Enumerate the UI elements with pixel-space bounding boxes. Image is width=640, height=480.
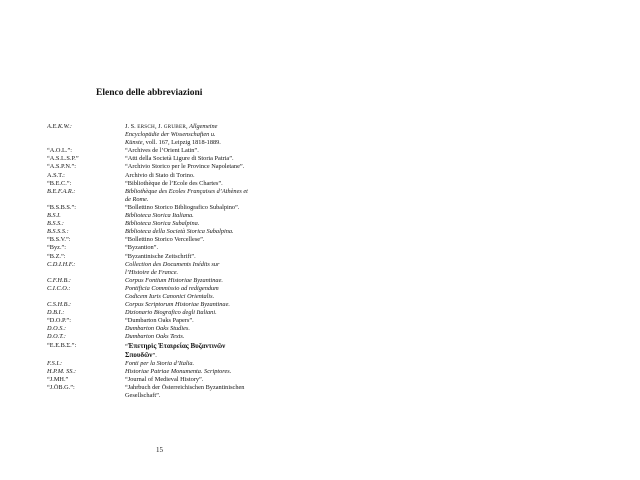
- abbreviation-entry: [47, 180, 487, 188]
- abbreviation-entry: [47, 188, 487, 204]
- abbreviation-expansion: [125, 342, 285, 360]
- abbreviation-entry: [47, 253, 487, 261]
- page-title: Elenco delle abbreviazioni: [96, 88, 203, 98]
- abbreviation-term: D.O.T.:: [47, 333, 66, 341]
- abbreviation-entry: [47, 317, 487, 325]
- abbreviation-expansion: [125, 309, 285, 317]
- expansion-text: ERSCH: [137, 124, 155, 130]
- abbreviation-expansion: [125, 220, 285, 228]
- expansion-text: , J.: [154, 123, 164, 130]
- abbreviation-expansion: [125, 368, 285, 376]
- expansion-text: Historiae Patriae Monumenta. Scriptores.: [125, 367, 232, 375]
- abbreviation-entry: [47, 368, 487, 376]
- abbreviation-term: “B.S.V.”:: [47, 236, 71, 244]
- expansion-text: “Bollettino Storico Bibliografico Subalpino”.: [125, 203, 240, 211]
- expansion-text: “Dumbarton Oaks Papers”.: [125, 317, 194, 325]
- abbreviation-entry: [47, 325, 487, 333]
- abbreviation-entry: [47, 204, 487, 212]
- abbreviation-entry: [47, 360, 487, 368]
- abbreviation-entry: [47, 277, 487, 285]
- abbreviation-entry: [47, 309, 487, 317]
- abbreviation-term: D.B.I.:: [47, 309, 65, 317]
- abbreviation-term: D.O.S.:: [47, 325, 67, 333]
- abbreviation-term: “B.Z.”:: [47, 252, 66, 260]
- expansion-text: “Byzantinische Zeitschrift”.: [125, 252, 196, 260]
- abbreviation-expansion: [125, 333, 285, 341]
- abbreviation-term: C.S.H.B.:: [47, 301, 72, 309]
- abbreviation-entry: [47, 163, 487, 171]
- expansion-text: Pontificia Commissio ad redigendum: [125, 284, 219, 292]
- abbreviation-entry: [47, 342, 487, 360]
- expansion-text: Collection des Documents Inédits sur: [125, 260, 220, 268]
- abbreviation-expansion: [125, 228, 285, 236]
- expansion-text: Ἐπετηρὶς Ἑταιρείας Βυζαντινῶν: [127, 341, 226, 350]
- abbreviation-expansion: [125, 253, 285, 261]
- abbreviation-term: B.S.I.: [47, 212, 61, 220]
- abbreviation-expansion: [125, 285, 285, 301]
- abbreviation-entry: [47, 123, 487, 147]
- abbreviation-entry: [47, 147, 487, 155]
- abbreviation-expansion: [125, 301, 285, 309]
- abbreviation-term: “A.S.P.N.”:: [47, 163, 77, 171]
- expansion-text: “Bollettino Storico Vercellese”.: [125, 236, 205, 244]
- abbreviation-term: “A.O.L.”:: [47, 147, 73, 155]
- abbreviation-term: “D.O.P.”:: [47, 317, 71, 325]
- expansion-text: de Rome.: [125, 195, 149, 203]
- expansion-text: GRUBER: [163, 124, 186, 130]
- expansion-text: Archivio di Stato di Torino.: [125, 171, 195, 179]
- abbreviation-entry: [47, 333, 487, 341]
- abbreviation-entry: [47, 285, 487, 301]
- expansion-text: Allgemeine: [189, 123, 218, 130]
- abbreviation-term: F.S.I.:: [47, 359, 63, 367]
- abbreviation-expansion: [125, 376, 285, 384]
- abbreviation-term: “J.MH.”: [47, 375, 69, 383]
- abbreviation-term: “Byz.”:: [47, 244, 67, 252]
- expansion-text: “Jahrbuch der Österreichischen Byzantinischen: [125, 384, 245, 391]
- expansion-text: l’Histoire de France.: [125, 268, 179, 276]
- abbreviation-expansion: [125, 244, 285, 252]
- abbreviation-entry: [47, 301, 487, 309]
- abbreviation-entry: [47, 228, 487, 236]
- abbreviation-term: B.S.S.S.:: [47, 228, 69, 236]
- expansion-text: Dumbarton Oaks Texts.: [125, 333, 185, 341]
- abbreviation-expansion: [125, 180, 285, 188]
- abbreviation-expansion: [125, 236, 285, 244]
- abbreviation-expansion: [125, 163, 285, 171]
- abbreviation-term: “B.E.C.”:: [47, 179, 72, 187]
- abbreviation-term: “B.S.B.S.”:: [47, 203, 77, 211]
- abbreviation-expansion: [125, 360, 285, 368]
- expansion-text: ,: [185, 123, 190, 130]
- expansion-text: , voll. 167, Leipzig 1818-1889.: [142, 139, 221, 147]
- abbreviation-expansion: [125, 147, 285, 155]
- abbreviation-entry: [47, 172, 487, 180]
- expansion-text: “: [125, 342, 128, 350]
- abbreviation-term: C.D.I.H.F.:: [47, 260, 76, 268]
- abbreviation-entry: [47, 212, 487, 220]
- abbreviation-term: B.E.F.A.R.:: [47, 187, 76, 195]
- abbreviation-term: “E.E.B.Σ.”:: [47, 341, 77, 349]
- expansion-text: Künste: [125, 139, 143, 147]
- abbreviation-term: H.P.M. SS.:: [47, 367, 77, 375]
- abbreviation-entry: [47, 236, 487, 244]
- abbreviation-expansion: [125, 155, 285, 163]
- expansion-text: Bibliothèque des Ecoles Françaises d’Athènes et: [125, 187, 248, 195]
- expansion-text: Gesellschaft”.: [125, 392, 161, 400]
- expansion-text: Fonti per la Storia d’Italia.: [125, 359, 195, 367]
- expansion-text: Biblioteca Storica Italiana.: [125, 212, 194, 220]
- abbreviation-expansion: [125, 172, 285, 180]
- abbreviation-expansion: [125, 384, 285, 400]
- abbreviation-expansion: [125, 325, 285, 333]
- abbreviation-entry: [47, 384, 487, 400]
- abbreviation-entry: [47, 261, 487, 277]
- abbreviation-term: “J.ÖB.G.”:: [47, 384, 75, 391]
- abbreviation-expansion: [125, 317, 285, 325]
- expansion-text: Dumbarton Oaks Studies.: [125, 325, 190, 333]
- abbreviation-expansion: [125, 212, 285, 220]
- expansion-text: J. S.: [125, 123, 138, 130]
- expansion-text: ”.: [152, 351, 157, 359]
- page-number: 15: [156, 446, 163, 454]
- expansion-text: “Byzantion”.: [125, 244, 159, 252]
- abbreviation-list: [47, 123, 487, 400]
- abbreviation-entry: [47, 244, 487, 252]
- expansion-text: Biblioteca della Società Storica Subalpina.: [125, 228, 234, 236]
- expansion-text: Dizionario Biografico degli Italiani.: [125, 309, 217, 317]
- abbreviation-term: B.S.S.:: [47, 220, 64, 228]
- abbreviation-expansion: [125, 204, 285, 212]
- abbreviation-expansion: [125, 277, 285, 285]
- expansion-text: “Atti della Società Ligure di Storia Patria”.: [125, 155, 234, 163]
- abbreviation-entry: [47, 155, 487, 163]
- abbreviation-entry: [47, 376, 487, 384]
- expansion-text: Corpus Scriptorum Historiae Byzantinae.: [125, 301, 230, 309]
- expansion-text: Biblioteca Storica Subalpina.: [125, 220, 200, 228]
- abbreviation-term: “A.S.L.S.P.”: [47, 155, 79, 163]
- expansion-text: “Archivio Storico per le Province Napoletane”.: [125, 163, 245, 171]
- expansion-text: “Archives de l’Orient Latin”.: [125, 147, 199, 155]
- abbreviation-expansion: [125, 188, 285, 204]
- abbreviation-expansion: [125, 261, 285, 277]
- abbreviation-term: C.I.C.O.:: [47, 284, 71, 292]
- expansion-text: Codicem Iuris Canonici Orientalis.: [125, 292, 215, 300]
- expansion-text: “Journal of Medieval History”.: [125, 375, 204, 383]
- expansion-text: Σπουδῶν: [125, 350, 153, 359]
- abbreviation-term: A.S.T.:: [47, 171, 65, 179]
- abbreviation-entry: [47, 220, 487, 228]
- abbreviation-term: A.E.K.W.:: [47, 123, 72, 130]
- abbreviation-expansion: [125, 123, 285, 147]
- abbreviation-term: C.F.H.B.:: [47, 276, 72, 284]
- expansion-text: Corpus Fontium Historiae Byzantinae.: [125, 276, 223, 284]
- expansion-text: “Bibliothèque de l’Ecole des Chartes”.: [125, 179, 223, 187]
- expansion-text: Encyclopädie der Wissenschaften u.: [125, 131, 216, 139]
